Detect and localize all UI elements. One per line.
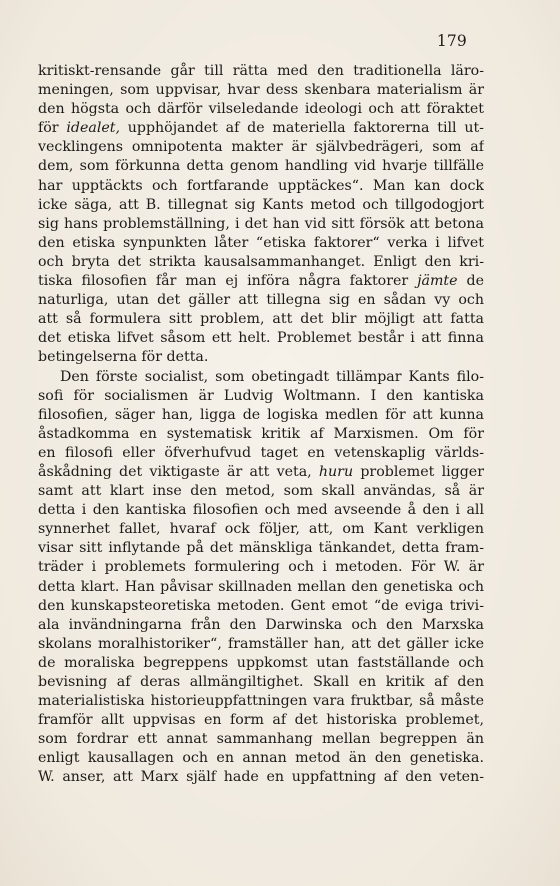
text-line: kritiskt-rensande går till rätta med den traditionella läro- xyxy=(38,63,484,79)
text-line: detta i den kantiska filosofien och med avseende å den i all xyxy=(38,502,484,519)
text-line: detta klart. Han påvisar skillnaden mellan den genetiska och xyxy=(38,578,484,595)
text-line: och bryta det strikta kausalsammanhanget. Enligt den kri- xyxy=(38,253,484,270)
text-line: materialistiska historieuppfattningen vara fruktbar, så måste xyxy=(38,693,484,710)
text-line: visar sitt inflytande på det mänskliga tänkandet, detta fram- xyxy=(38,540,484,557)
text-line: en filosofi eller öfverhufvud taget en vetenskaplig världs- xyxy=(38,444,484,461)
text-line: bevisning af deras allmängiltighet. Skall en kritik af den xyxy=(38,674,484,690)
text-line: de moraliska begreppens uppkomst utan fastställande och xyxy=(38,654,484,671)
text-line: ala invändningarna från den Darwinska och den Marxska xyxy=(38,616,484,633)
text-line: åskådning det viktigaste är att veta, huru problemet ligger xyxy=(38,463,484,480)
text-line: den etiska synpunkten låter “etiska faktorer“ verka i lifvet xyxy=(38,234,484,251)
text-line: dem, som förkunna detta genom handling vid hvarje tillfälle xyxy=(38,158,484,175)
text-line: vecklingens omnipotenta makter är självbedrägeri, som af xyxy=(38,139,484,156)
text-line: framför allt uppvisas en form af det historiska problemet, xyxy=(38,712,484,729)
text-line: enligt kausallagen och en annan metod än den genetiska. xyxy=(38,750,484,767)
text-line: skolans moralhistoriker“, framställer han, att det gäller icke xyxy=(38,635,484,652)
text-line: den kunskapsteoretiska metoden. Gent emot “de eviga trivi- xyxy=(38,597,484,614)
text-line: att så formulera sitt problem, att det blir möjligt att fatta xyxy=(38,311,484,328)
text-line: för idealet, upphöjandet af de materiella faktorerna till ut- xyxy=(38,120,484,137)
text-line: icke säga, att B. tillegnat sig Kants metod och tillgodogjort xyxy=(38,196,484,213)
text-line: det etiska lifvet såsom ett helt. Problemet består i att finna xyxy=(38,330,484,347)
text-line: W. anser, att Marx själf hade en uppfattning af den veten- xyxy=(38,769,484,786)
text-line: betingelserna för detta. xyxy=(38,349,209,366)
text-line: filosofien, säger han, ligga de logiska medlen för att kunna xyxy=(38,406,484,423)
text-line: som fordrar ett annat sammanhang mellan begreppen än xyxy=(38,731,484,748)
text-line: samt att klart inse den metod, som skall användas, så är xyxy=(38,483,484,500)
text-line: naturliga, utan det gäller att tillegna sig en sådan vy och xyxy=(38,292,484,309)
text-line: synnerhet fallet, hvaraf ock följer, att, om Kant verkligen xyxy=(38,521,484,538)
text-line: sig hans problemställning, i det han vid sitt försök att betona xyxy=(38,215,484,232)
text-line: åstadkomma en systematisk kritik af Marxismen. Om för xyxy=(38,425,484,442)
text-line: har upptäckts och fortfarande upptäckes“. Man kan dock xyxy=(38,177,484,194)
page-number: 179 xyxy=(436,32,467,50)
text-line: Den förste socialist, som obetingadt tillämpar Kants filo- xyxy=(60,368,484,385)
text-line: träder i problemets formulering och i metoden. För W. är xyxy=(38,559,484,576)
body-text xyxy=(38,62,484,788)
text-line: meningen, som uppvisar, hvar dess skenbara materialism är xyxy=(38,82,484,99)
text-line: tiska filosofien får man ej införa några faktorer jämte de xyxy=(38,273,484,290)
text-line: sofi för socialismen är Ludvig Woltmann. I den kantiska xyxy=(38,387,484,404)
text-line: den högsta och därför vilseledande ideologi och att föraktet xyxy=(38,101,484,118)
